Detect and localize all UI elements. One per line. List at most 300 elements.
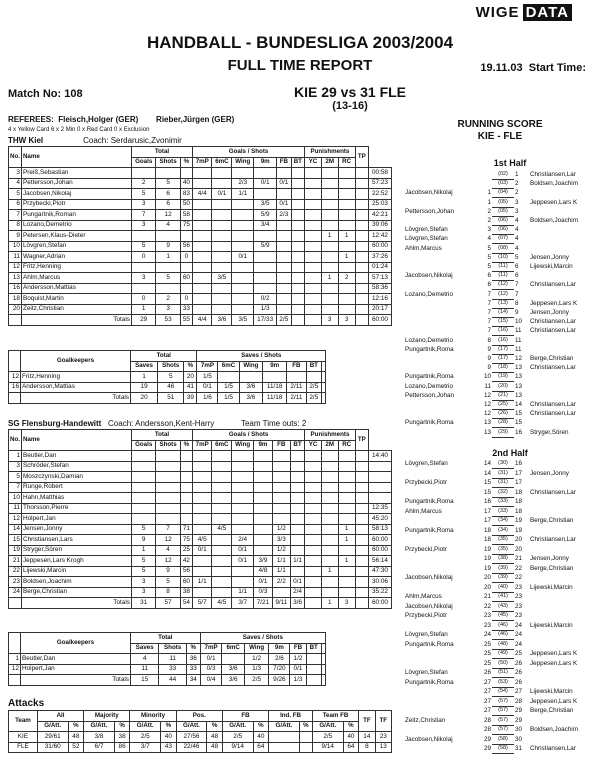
table-row xyxy=(9,168,392,179)
table-cell xyxy=(212,252,232,263)
running-f: 8 xyxy=(515,299,519,307)
table-cell: 7 xyxy=(131,210,155,221)
table-cell xyxy=(254,231,277,242)
table-cell: 2/5 xyxy=(244,675,269,686)
table-cell xyxy=(232,199,254,210)
running-f: 4 xyxy=(515,244,519,252)
running-k: 14 xyxy=(483,469,491,477)
table-cell: 3 xyxy=(131,220,155,231)
running-lp: Ahlm,Marcus xyxy=(405,244,442,252)
table-cell xyxy=(338,482,355,493)
table-cell xyxy=(254,535,273,546)
table-cell xyxy=(180,168,192,179)
table-cell xyxy=(212,283,232,294)
running-lp: Jacobsen,Nikolaj xyxy=(405,574,453,581)
table-cell xyxy=(193,199,212,210)
team2-heading: SG Flensburg-Handewitt Coach: Andersson,Kent-Harry Team Time outs: 2 xyxy=(8,419,307,428)
table-cell xyxy=(305,231,322,242)
table-cell: 56:14 xyxy=(368,556,391,567)
table-cell: 5 xyxy=(156,178,180,189)
running-lp: Pungartnik,Roma xyxy=(405,419,454,427)
running-lp: Pungartnik,Roma xyxy=(405,678,454,686)
header-indfb: Ind. FB xyxy=(269,711,313,722)
table-cell xyxy=(338,577,355,588)
running-rp: Christiansen,Lar xyxy=(530,410,576,418)
table-cell xyxy=(212,587,232,598)
table-cell: 6 xyxy=(156,189,180,200)
table-cell: 64 xyxy=(253,742,269,753)
table-cell: 3/9 xyxy=(254,556,273,567)
running-score-row xyxy=(405,280,598,289)
table-cell xyxy=(355,598,368,609)
table-cell: 1 xyxy=(338,252,355,263)
table-cell xyxy=(254,514,273,525)
running-k: 22 xyxy=(483,602,491,610)
table-cell: 47:30 xyxy=(368,566,391,577)
table-cell xyxy=(232,451,254,462)
running-k: 27 xyxy=(483,678,491,686)
table-cell: 11 xyxy=(159,654,186,665)
table-row xyxy=(9,587,392,598)
running-f: 30 xyxy=(515,735,523,743)
table-cell: 3/3 xyxy=(272,535,290,546)
table-cell xyxy=(355,587,368,598)
table-cell xyxy=(192,587,211,598)
table-cell xyxy=(212,199,232,210)
table-cell xyxy=(131,503,155,514)
running-lp: Przybecki,Piotr xyxy=(405,479,447,486)
match-number: Match No: 108 xyxy=(8,88,83,100)
table-cell xyxy=(277,168,291,179)
running-t: (43) xyxy=(492,602,514,612)
table-cell xyxy=(232,482,254,493)
table-cell xyxy=(232,461,254,472)
table-cell xyxy=(156,493,180,504)
running-k: 19 xyxy=(483,564,491,572)
table-cell xyxy=(287,372,306,383)
running-f: 4 xyxy=(515,217,519,224)
table-cell xyxy=(9,598,22,609)
table-cell: 3 xyxy=(131,273,155,284)
table-cell xyxy=(232,524,254,535)
table-cell: 71 xyxy=(180,524,192,535)
table-cell: 42:21 xyxy=(368,210,391,221)
table-cell xyxy=(277,262,291,273)
table-cell xyxy=(156,283,180,294)
team1-heading: THW Kiel Coach: Serdarusic,Zvonimir xyxy=(8,136,182,145)
running-lp: Przybecki,Piotr xyxy=(405,612,447,619)
running-score-row xyxy=(405,391,598,400)
table-cell xyxy=(338,514,355,525)
table-cell xyxy=(321,664,325,675)
table-cell: 0/1 xyxy=(200,654,222,665)
table-cell xyxy=(193,294,212,305)
table-cell: Holpert,Jan xyxy=(21,664,131,675)
table-cell: 1 xyxy=(321,598,338,609)
header-tf: TF xyxy=(359,711,375,732)
running-score-row xyxy=(405,354,598,363)
table-cell xyxy=(305,535,322,546)
table-cell: 40 xyxy=(343,732,359,743)
referees: REFEREES: Fleisch,Holger (GER) Rieber,Jürgen (GER) xyxy=(8,115,235,124)
table-cell: 1/5 xyxy=(218,393,239,404)
running-f: 20 xyxy=(515,545,523,553)
table-cell xyxy=(272,451,290,462)
table-cell: 3 xyxy=(9,461,22,472)
table-cell: 34 xyxy=(186,675,200,686)
table-cell: 19 xyxy=(131,382,158,393)
table-cell: 10 xyxy=(9,493,22,504)
table-cell: 5/9 xyxy=(254,241,277,252)
table-cell xyxy=(192,514,211,525)
table-cell xyxy=(355,472,368,483)
table-cell xyxy=(321,535,338,546)
table-row xyxy=(9,393,326,404)
table-cell xyxy=(192,461,211,472)
table-cell xyxy=(254,524,273,535)
running-k: 11 xyxy=(484,382,491,390)
header-p7m: 7mP xyxy=(193,157,212,168)
table-cell xyxy=(180,283,192,294)
table-cell xyxy=(299,742,312,753)
running-t: (17) xyxy=(492,354,514,364)
table-cell: 51 xyxy=(158,393,184,404)
running-k: 25 xyxy=(483,659,491,667)
table-cell xyxy=(338,304,355,315)
table-cell: 24 xyxy=(9,587,22,598)
table-cell xyxy=(291,168,305,179)
table-cell xyxy=(212,482,232,493)
report-title: HANDBALL - BUNDESLIGA 2003/2004 xyxy=(146,33,454,52)
table-cell xyxy=(212,220,232,231)
table-cell xyxy=(263,372,287,383)
table-row xyxy=(9,524,392,535)
table-cell xyxy=(212,461,232,472)
table-cell: 3/6 xyxy=(239,393,262,404)
header-m9: 9m xyxy=(269,643,290,654)
table-cell xyxy=(193,178,212,189)
attacks-heading: Attacks xyxy=(8,698,45,709)
running-t: (35) xyxy=(492,545,514,555)
header-p7m: 7mP xyxy=(192,440,211,451)
header-saves_shots: Saves / Shots xyxy=(197,351,326,362)
table-cell: 23 xyxy=(9,577,22,588)
header-shots: Shots xyxy=(158,361,184,372)
table-cell xyxy=(321,472,338,483)
running-score-row xyxy=(405,706,598,715)
table-cell: 0 xyxy=(180,252,192,263)
table-row xyxy=(9,294,392,305)
running-f: 23 xyxy=(515,612,523,619)
table-cell: 9 xyxy=(9,231,22,242)
table-cell: 58:13 xyxy=(368,524,391,535)
table-cell xyxy=(299,732,312,743)
table-cell xyxy=(212,503,232,514)
running-score-row xyxy=(405,170,598,179)
running-score-row xyxy=(405,526,598,535)
table-cell xyxy=(321,178,338,189)
running-score-row xyxy=(405,697,598,706)
running-rp: Boldsen,Joachim xyxy=(530,726,578,733)
table-cell: 39:06 xyxy=(368,220,391,231)
table-cell xyxy=(338,493,355,504)
running-score-row xyxy=(405,271,598,280)
table-cell: 3 xyxy=(131,199,155,210)
table-cell xyxy=(290,493,304,504)
table-row xyxy=(9,189,392,200)
table-cell xyxy=(306,654,321,665)
table-cell: 5/9 xyxy=(254,210,277,221)
table-cell: 12:35 xyxy=(368,503,391,514)
running-lp: Jacobsen,Nikolaj xyxy=(405,602,453,610)
header-name: Name xyxy=(21,147,131,168)
header-goalkeepers: Goalkeepers xyxy=(21,351,131,372)
header-m9: 9m xyxy=(263,361,287,372)
table-cell: 3/6 xyxy=(222,675,244,686)
table-cell: 3/6 xyxy=(290,598,304,609)
header-p7m: 7mP xyxy=(197,361,218,372)
table-cell: Beutler,Dan xyxy=(21,451,131,462)
table-cell: 7 xyxy=(156,524,180,535)
running-t: (46) xyxy=(492,630,514,640)
table-cell: Wagner,Adrian xyxy=(21,252,131,263)
running-t: (29) xyxy=(492,428,514,438)
table-cell: 1/2 xyxy=(290,654,306,665)
running-f: 11 xyxy=(515,345,522,353)
table-cell: 5 xyxy=(158,372,184,383)
table-cell xyxy=(306,664,321,675)
running-score-row xyxy=(405,621,598,630)
table-cell xyxy=(232,283,254,294)
table-cell xyxy=(277,294,291,305)
running-t: (03) xyxy=(492,179,514,189)
table-cell xyxy=(193,168,212,179)
table-cell: 20 xyxy=(184,372,197,383)
running-f: 23 xyxy=(515,593,523,600)
running-lp: Lozano,Demetrio xyxy=(405,290,453,298)
table-cell xyxy=(192,451,211,462)
running-f: 22 xyxy=(515,564,523,572)
table-cell: 12 xyxy=(156,535,180,546)
table-cell xyxy=(156,514,180,525)
table-cell xyxy=(272,461,290,472)
running-score-row xyxy=(405,630,598,639)
table-cell: 2/2 xyxy=(272,577,290,588)
running-rp: Boldsen,Joachim xyxy=(530,217,578,224)
table-cell: Thorsson,Pierre xyxy=(21,503,131,514)
running-score-row xyxy=(405,244,598,253)
table-cell xyxy=(305,189,322,200)
table-cell: Pungartnik,Roman xyxy=(21,210,131,221)
table-cell: 0/1 xyxy=(290,577,304,588)
table-cell: 2/5 xyxy=(306,393,321,404)
running-t: (38) xyxy=(492,554,514,564)
running-score-row xyxy=(405,382,598,391)
table-cell xyxy=(291,283,305,294)
table-cell xyxy=(9,315,22,326)
running-rp: Christiansen,Lar xyxy=(530,281,576,289)
table-cell xyxy=(180,493,192,504)
header-rc: RC xyxy=(338,440,355,451)
running-f: 4 xyxy=(515,226,519,234)
running-rp: Jensen,Jonny xyxy=(530,469,569,477)
running-t: (49) xyxy=(492,649,514,659)
running-rp: Jeppesen,Lars K xyxy=(530,299,578,307)
table-cell: 9 xyxy=(156,241,180,252)
running-k: 7 xyxy=(487,299,491,307)
running-score-row xyxy=(405,687,598,696)
header-pct: % xyxy=(161,721,177,732)
running-k: 3 xyxy=(487,226,491,234)
table-cell xyxy=(290,545,304,556)
running-k: 13 xyxy=(483,419,491,427)
running-score-row xyxy=(405,363,598,372)
running-t: (11) xyxy=(492,271,514,281)
table-cell xyxy=(355,577,368,588)
running-f: 13 xyxy=(515,391,523,399)
table-cell: 2/3 xyxy=(232,178,254,189)
table-cell xyxy=(305,503,322,514)
table-cell xyxy=(305,199,322,210)
running-k: 29 xyxy=(483,735,491,743)
running-rp: Berge,Christian xyxy=(530,355,574,362)
running-rp: Christiansen,Lar xyxy=(530,536,576,543)
table-cell xyxy=(290,535,304,546)
running-f: 9 xyxy=(515,309,519,316)
table-cell: 1/3 xyxy=(290,675,306,686)
table-cell xyxy=(321,304,338,315)
running-f: 13 xyxy=(515,364,523,372)
table-cell xyxy=(355,168,368,179)
table-cell xyxy=(290,514,304,525)
running-t: (25) xyxy=(492,400,514,410)
table-cell: 0/1 xyxy=(254,178,277,189)
table-cell: 20 xyxy=(9,304,22,315)
running-f: 28 xyxy=(515,697,523,705)
table-cell: 41 xyxy=(184,382,197,393)
running-k: 13 xyxy=(483,428,491,436)
running-t: (05) xyxy=(492,198,514,208)
table-cell xyxy=(156,231,180,242)
table-cell: 9/11 xyxy=(272,598,290,609)
table-cell: 14 xyxy=(9,524,22,535)
running-t: (19) xyxy=(492,372,514,382)
table-cell xyxy=(321,514,338,525)
table-cell: 40 xyxy=(180,178,192,189)
header-pct: % xyxy=(114,721,130,732)
match-date: 19.11.03 Start Time: xyxy=(480,62,586,74)
running-score-row xyxy=(405,299,598,308)
running-f: 4 xyxy=(515,235,519,243)
table-cell: 1/1 xyxy=(272,556,290,567)
table-cell: Holpert,Jan xyxy=(21,514,131,525)
running-score-row xyxy=(405,345,598,354)
running-f: 16 xyxy=(515,428,523,436)
table-cell: 12 xyxy=(9,372,21,383)
table-cell: 5/7 xyxy=(192,598,211,609)
running-f: 26 xyxy=(515,659,523,667)
table-cell: 12 xyxy=(9,514,22,525)
table-cell: 15 xyxy=(9,535,22,546)
table-cell xyxy=(355,482,368,493)
table-cell xyxy=(355,252,368,263)
table-cell xyxy=(192,493,211,504)
running-score-row xyxy=(405,418,598,427)
table-cell xyxy=(355,315,368,326)
table-cell: Lozano,Demetrio xyxy=(21,220,131,231)
table-cell: 1/3 xyxy=(244,664,269,675)
table-cell: 60:00 xyxy=(368,315,391,326)
header-total: Total xyxy=(131,633,201,644)
table-cell xyxy=(254,168,277,179)
running-t: (45) xyxy=(492,611,514,621)
header-minority: Minority xyxy=(130,711,176,722)
running-score-row xyxy=(405,554,598,563)
table-cell xyxy=(192,556,211,567)
table-cell: 29 xyxy=(131,315,155,326)
table-cell: 0/1 xyxy=(232,545,254,556)
running-k: 19 xyxy=(483,545,491,553)
table-cell xyxy=(291,178,305,189)
running-score-row xyxy=(405,564,598,573)
table-cell: 75 xyxy=(180,220,192,231)
table-cell xyxy=(212,493,232,504)
table-cell: 7/21 xyxy=(254,598,273,609)
running-rp: Christiansen,Lar xyxy=(530,327,576,335)
table-cell: 56 xyxy=(180,241,192,252)
running-score-title: RUNNING SCORE xyxy=(457,119,543,130)
table-cell xyxy=(338,262,355,273)
table-cell xyxy=(254,451,273,462)
header-m6: 6mC xyxy=(212,157,232,168)
table-cell xyxy=(291,231,305,242)
running-score-row xyxy=(405,659,598,668)
running-t: (28) xyxy=(492,418,514,428)
running-k: 18 xyxy=(483,526,491,534)
table-cell: 2/5 xyxy=(130,732,161,743)
table-cell: 0/1 xyxy=(192,545,211,556)
team2-goalkeeper-table xyxy=(8,632,326,686)
table-cell: 4 xyxy=(156,545,180,556)
table-cell: 5 xyxy=(131,241,155,252)
table-cell xyxy=(305,482,322,493)
table-cell xyxy=(321,461,338,472)
table-cell: 1 xyxy=(338,524,355,535)
running-score-row xyxy=(405,207,598,216)
running-t: (17) xyxy=(492,345,514,355)
table-cell xyxy=(305,451,322,462)
table-cell xyxy=(355,524,368,535)
table-cell: 4 xyxy=(9,178,22,189)
running-score-row xyxy=(405,225,598,234)
running-f: 3 xyxy=(515,207,519,215)
table-cell xyxy=(291,189,305,200)
table-cell xyxy=(156,503,180,514)
table-cell: 60:00 xyxy=(368,535,391,546)
table-cell xyxy=(305,587,322,598)
running-k: 9 xyxy=(487,345,491,353)
header-goals_shots: Goals / Shots xyxy=(192,430,304,441)
running-score-row xyxy=(405,262,598,271)
running-score-row xyxy=(405,459,598,468)
running-k: 27 xyxy=(483,688,491,695)
running-score-row xyxy=(405,507,598,516)
table-cell xyxy=(192,524,211,535)
table-cell: 7 xyxy=(9,210,22,221)
running-t: (02) xyxy=(492,170,514,180)
running-score-row xyxy=(405,725,598,734)
table-cell xyxy=(305,461,322,472)
